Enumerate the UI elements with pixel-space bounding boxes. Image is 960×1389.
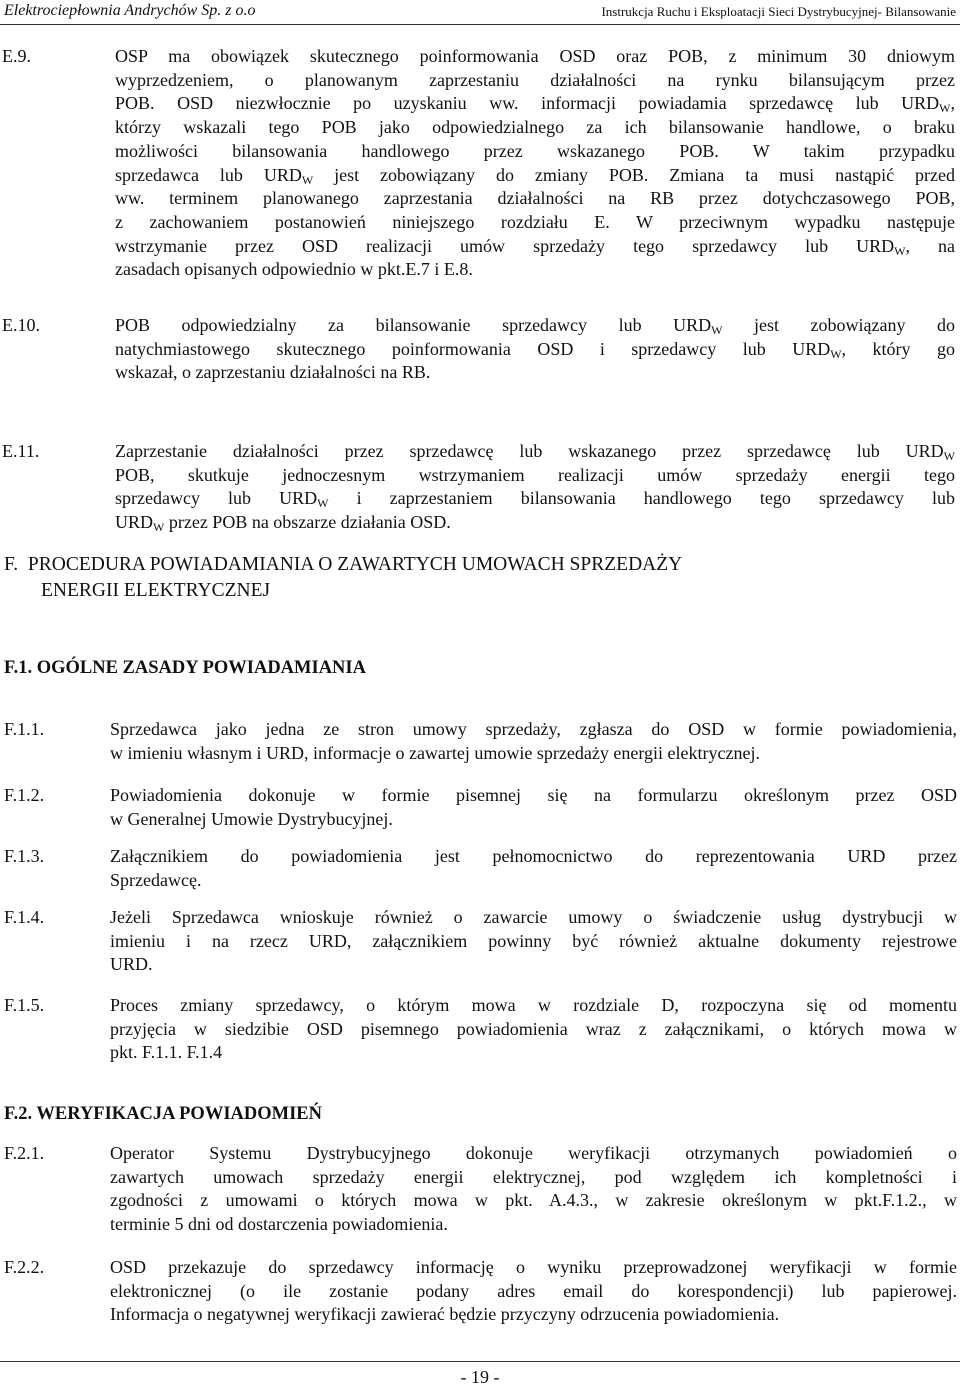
text-line: zasadach opisanych odpowiednio w pkt.E.7 i E.8. xyxy=(115,259,473,280)
section-f2-title: F.2. WERYFIKACJA POWIADOMIEŃ xyxy=(4,1104,322,1124)
text-line: pkt. F.1.1. F.1.4 xyxy=(110,1042,223,1063)
section-f1-title: F.1. OGÓLNE ZASADY POWIADAMIANIA xyxy=(4,658,366,678)
clause-text xyxy=(110,994,957,1065)
clause-text xyxy=(110,784,957,831)
section-f-title xyxy=(4,552,954,604)
text-line: przyjęcia w siedzibie OSD pisemnego powiadomienia wraz z załącznikami, o których mowa w xyxy=(110,1018,957,1039)
clause-number: E.9. xyxy=(2,46,31,66)
text-line: Sprzedawcę. xyxy=(110,869,202,890)
clause-text xyxy=(115,314,955,385)
text-line: ww. terminem planowanego zaprzestania działalności na RB przez dotychczasowego POB, xyxy=(115,188,955,209)
text-line: POB, skutkuje jednoczesnym wstrzymaniem realizacji umów sprzedaży energii tego xyxy=(115,464,955,485)
text-line: Zaprzestanie działalności przez sprzedawcę lub wskazanego przez sprzedawcę lub $URD_W$ xyxy=(115,441,955,463)
clause-number: F.2.2. xyxy=(4,1257,45,1277)
text-line: z zachowaniem postanowień niniejszego rozdziału E. W przeciwnym wypadku następuje xyxy=(115,211,955,232)
clause-text xyxy=(115,45,955,282)
clause-number: F.1.4. xyxy=(4,907,45,927)
clause-text xyxy=(110,1256,957,1327)
text-line: w Generalnej Umowie Dystrybucyjnej. xyxy=(110,808,393,829)
header-company: Elektrociepłownia Andrychów Sp. z o.o xyxy=(4,2,256,19)
text-line: POB odpowiedzialny za bilansowanie sprzedawcy lub $URD_W$ jest zobowiązany do xyxy=(115,315,955,337)
text-line: Jeżeli Sprzedawca wnioskuje również o zawarcie umowy o świadczenie usług dystrybucji w xyxy=(110,907,957,927)
text-line: zawartych umowach sprzedaży energii elektrycznej, pod względem ich kompletności i xyxy=(110,1166,957,1187)
text-line: w imieniu własnym i URD, informacje o zawartej umowie sprzedaży energii elektrycznej. xyxy=(110,742,760,763)
text-line: zgodności z umowami o których mowa w pkt. A.4.3., w zakresie określonym w pkt.F.1.2., w xyxy=(110,1190,957,1211)
page-number: - 19 - xyxy=(460,1367,500,1387)
text-line: Operator Systemu Dystrybucyjnego dokonuje weryfikacji otrzymanych powiadomień o xyxy=(110,1143,957,1163)
text-line: imieniu i na rzecz URD, załącznikiem powinny być również aktualne dokumenty rejestrowe xyxy=(110,930,957,951)
text-line: URD. xyxy=(110,954,153,975)
clause-number: F.1.2. xyxy=(4,785,45,805)
text-line: elektronicznej (o ile zostanie podany adres email do korespondencji) lub papierowej. xyxy=(110,1280,957,1301)
clause-text xyxy=(115,440,955,535)
text-line: POB. OSD niezwłocznie po uzyskaniu ww. informacji powiadamia sprzedawcę lub $URD_W$, xyxy=(115,93,955,116)
text-line: terminie 5 dni od dostarczenia powiadomienia. xyxy=(110,1214,448,1235)
clause-text xyxy=(110,718,957,765)
text-line: wyprzedzeniem, o planowanym zaprzestaniu działalności na rynku bilansującym przez xyxy=(115,69,955,90)
footer-rule xyxy=(0,1361,960,1362)
text-line: OSP ma obowiązek skutecznego poinformowania OSD oraz POB, z minimum 30 dniowym xyxy=(115,46,955,66)
clause-number: F.2.1. xyxy=(4,1143,45,1163)
text-line: Sprzedawca jako jedna ze stron umowy sprzedaży, zgłasza do OSD w formie powiadomienia, xyxy=(110,719,957,739)
clause-text xyxy=(110,1142,957,1237)
text-line: Informacja o negatywnej weryfikacji zawierać będzie przyczyny odrzucenia powiadomienia. xyxy=(110,1304,780,1325)
clause-number: F.1.1. xyxy=(4,719,45,739)
text-line: wstrzymanie przez OSD realizacji umów sprzedaży tego sprzedawcy lub $URD_W$, na xyxy=(115,235,955,258)
text-line: Załącznikiem do powiadomienia jest pełnomocnictwo do reprezentowania URD przez xyxy=(110,846,957,866)
clause-number: E.10. xyxy=(2,315,40,335)
text-line: Proces zmiany sprzedawcy, o którym mowa w rozdziale D, rozpoczyna się od momentu xyxy=(110,995,957,1015)
section-f-title-line1: F. PROCEDURA POWIADAMIANIA O ZAWARTYCH UMOWACH SPRZEDAŻY xyxy=(4,554,683,575)
text-line: Powiadomienia dokonuje w formie pisemnej się na formularzu określonym przez OSD xyxy=(110,785,957,805)
page-header xyxy=(0,0,960,25)
clause-text xyxy=(110,906,957,977)
section-f-title-line2: ENERGII ELEKTRYCZNEJ xyxy=(41,580,271,601)
text-line: natychmiastowego skutecznego poinformowania OSD i sprzedawcy lub $URD_W$, który go xyxy=(115,338,955,361)
text-line: OSD przekazuje do sprzedawcy informację o wyniku przeprowadzonej weryfikacji w formie xyxy=(110,1257,957,1277)
header-rule xyxy=(0,24,960,25)
text-line: sprzedawca lub $URD_W$ jest zobowiązany do zmiany POB. Zmiana ta musi nastąpić przed xyxy=(115,164,955,187)
clause-number: F.1.5. xyxy=(4,995,45,1015)
header-document-title: Instrukcja Ruchu i Eksploatacji Sieci Dystrybucyjnej- Bilansowanie xyxy=(601,4,956,19)
clause-number: F.1.3. xyxy=(4,846,45,866)
text-line: którzy wskazali tego POB jako odpowiedzialnego za ich bilansowanie handlowe, o braku xyxy=(115,117,955,138)
text-line: $URD_W$ przez POB na obszarze działania OSD. xyxy=(115,512,451,535)
text-line: możliwości bilansowania handlowego przez wskazanego POB. W takim przypadku xyxy=(115,140,955,161)
text-line: wskazał, o zaprzestaniu działalności na RB. xyxy=(115,362,431,383)
clause-number: E.11. xyxy=(2,441,40,461)
clause-text xyxy=(110,845,957,892)
text-line: sprzedawcy lub $URD_W$ i zaprzestaniem bilansowania handlowego tego sprzedawcy lub xyxy=(115,488,955,511)
